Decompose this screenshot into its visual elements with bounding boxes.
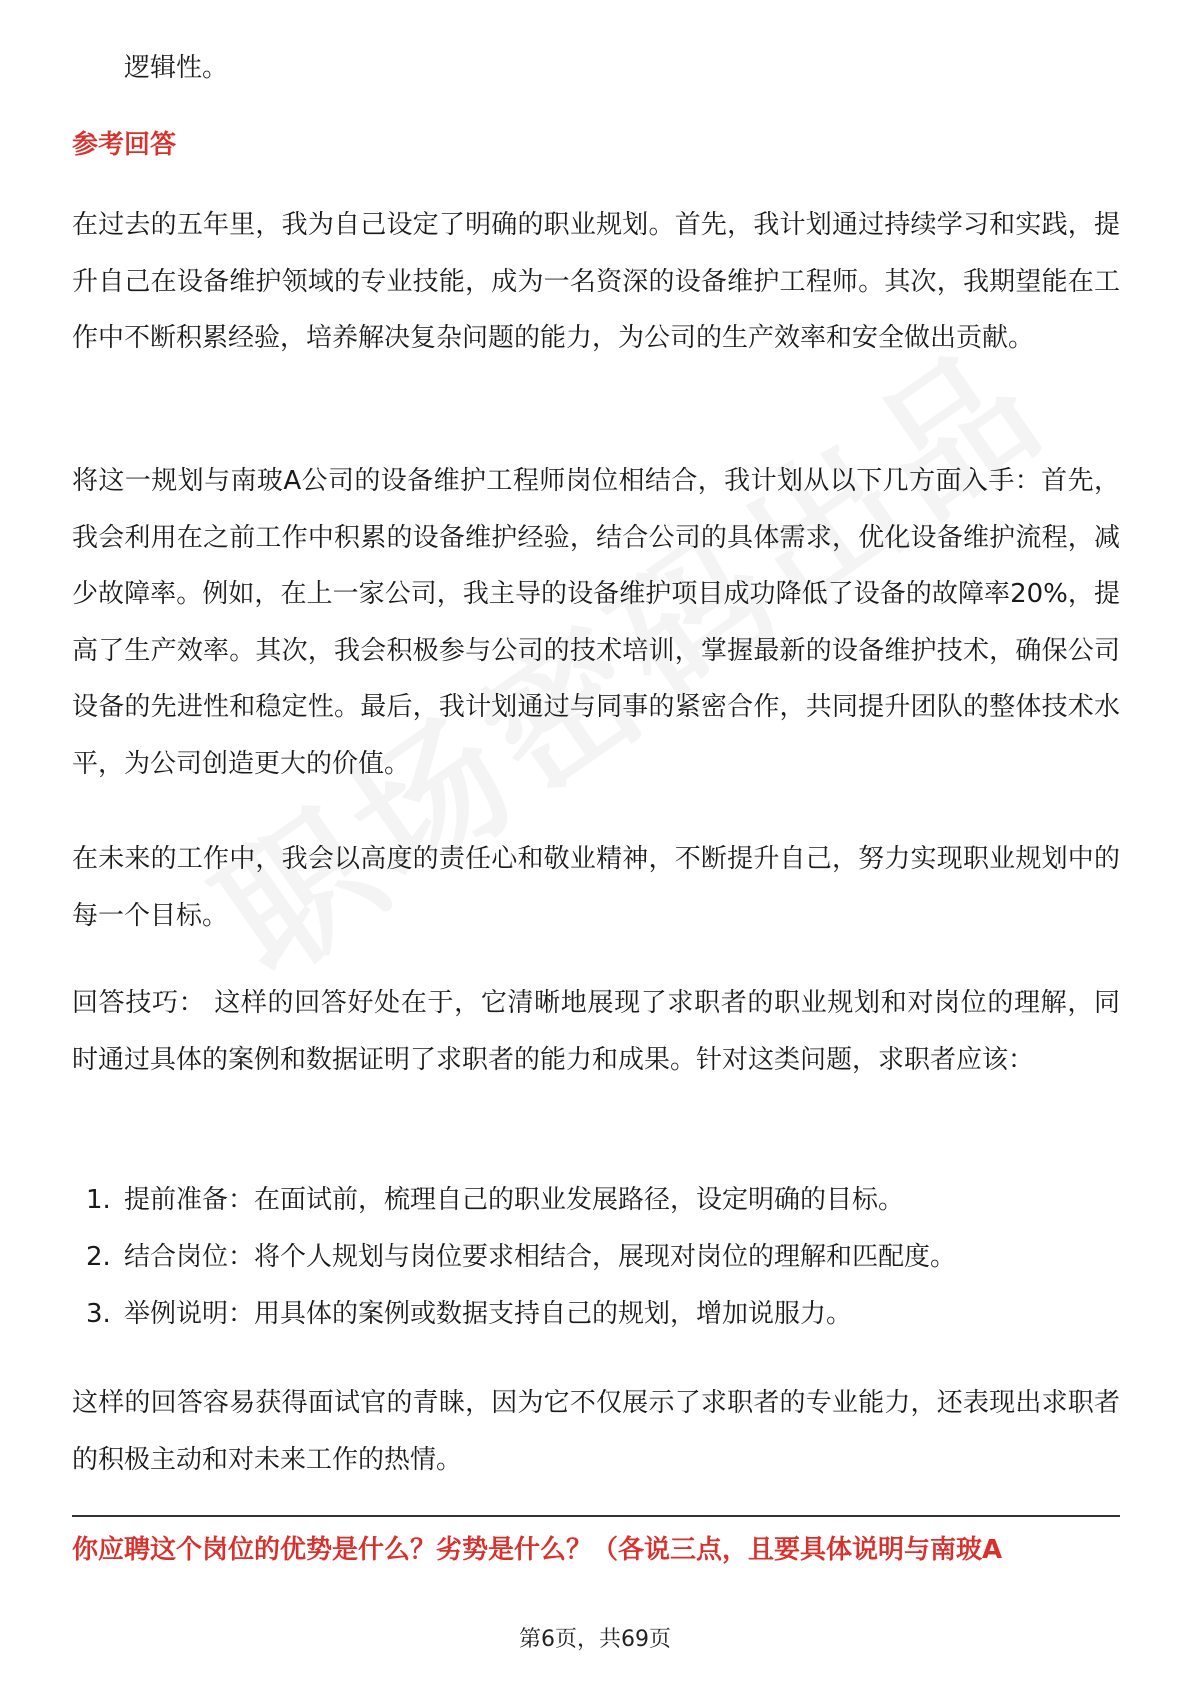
list-item-text: 提前准备：在面试前，梳理自己的职业发展路径，设定明确的目标。 [124,1185,905,1215]
list-item [72,1229,1120,1286]
section-divider [72,1515,1120,1517]
section-heading: 参考回答 [72,130,177,160]
list-item-number: 1. [86,1185,111,1215]
previous-text-fragment: 逻辑性。 [124,53,229,83]
list-item-text: 举例说明：用具体的案例或数据支持自己的规划，增加说服力。 [124,1299,853,1329]
tips-intro-paragraph: 回答技巧： 这样的回答好处在于，它清晰地展现了求职者的职业规划和对岗位的理解，同时通过具体的案例和数据证明了求职者的能力和成果。针对这类问题，求职者应该： [72,988,1120,1075]
answer-paragraph-2: 将这一规划与南玻A公司的设备维护工程师岗位相结合，我计划从以下几方面入手：首先，我会利用在之前工作中积累的设备维护经验，结合公司的具体需求，优化设备维护流程，减少故障率。例如，在上一家公司，我主导的设备维护项目成功降低了设备的故障率20%，提高了生产效率。其次，我会积极参与公司的技术培训，掌握最新的设备维护技术，确保公司设备的先进性和稳定性。最后，我计划通过与同事的紧密合作，共同提升团队的整体技术水平，为公司创造更大的价值。 [72,466,1120,779]
tips-list [72,1172,1120,1343]
list-item [72,1286,1120,1343]
closing-paragraph: 这样的回答容易获得面试官的青睐，因为它不仅展示了求职者的专业能力，还表现出求职者的积极主动和对未来工作的热情。 [72,1388,1120,1475]
list-item-text: 结合岗位：将个人规划与岗位要求相结合，展现对岗位的理解和匹配度。 [124,1242,957,1272]
page-footer: 第6页，共69页 [519,1627,671,1652]
list-item-number: 3. [86,1299,111,1329]
next-question-heading: 你应聘这个岗位的优势是什么？劣势是什么？（各说三点，且要具体说明与南玻A [72,1535,1003,1565]
list-item [72,1172,1120,1229]
list-item-number: 2. [86,1242,111,1272]
answer-paragraph-3: 在未来的工作中，我会以高度的责任心和敬业精神，不断提升自己，努力实现职业规划中的每一个目标。 [72,844,1120,931]
answer-paragraph-1: 在过去的五年里，我为自己设定了明确的职业规划。首先，我计划通过持续学习和实践，提升自己在设备维护领域的专业技能，成为一名资深的设备维护工程师。其次，我期望能在工作中不断积累经验，培养解决复杂问题的能力，为公司的生产效率和安全做出贡献。 [72,210,1120,353]
